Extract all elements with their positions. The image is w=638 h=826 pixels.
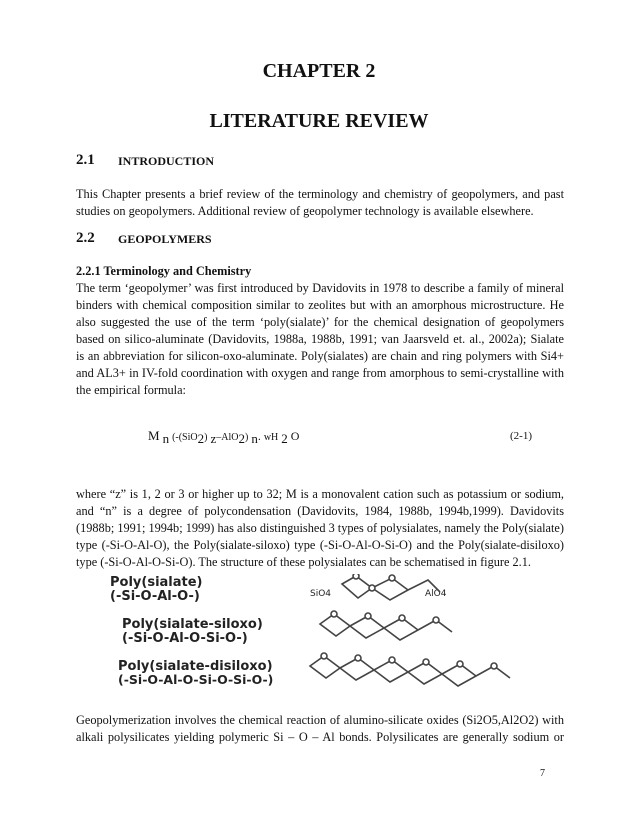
- formula-part: –AlO: [216, 432, 239, 443]
- paragraph-line: Geopolymerization involves the chemical reaction of alumino-silicate oxides (Si2O5,Al2O2) with: [76, 713, 564, 727]
- paragraph-line: studies on geopolymers. Additional review of geopolymer technology is available elsewhere.: [76, 204, 534, 218]
- figure-label-name: Poly(sialate-disiloxo): [118, 659, 273, 674]
- section-title: GEOPOLYMERS: [118, 232, 212, 246]
- section-title: INTRODUCTION: [118, 154, 215, 168]
- tetrahedra-chain-row-3: [310, 656, 510, 686]
- subsection-heading: 2.2.1 Terminology and Chemistry: [76, 264, 252, 278]
- formula-part: O: [290, 429, 300, 443]
- paragraph-line: This Chapter presents a brief review of the terminology and chemistry of geopolymers, and past: [76, 187, 564, 201]
- polysialate-structure-figure: [110, 574, 540, 692]
- figure-label-name: Poly(sialate): [110, 575, 203, 590]
- formula-sub: 2: [197, 431, 205, 446]
- formula-sub: 2: [238, 431, 245, 446]
- paragraph-line: where “z” is 1, 2 or 3 or higher up to 32; M is a monovalent cation such as potassium or sodium,: [76, 487, 564, 501]
- formula-part: wH: [263, 432, 279, 443]
- chapter-title: LITERATURE REVIEW: [209, 110, 429, 132]
- figure-label-formula: (-Si-O-Al-O-Si-O-Si-O-): [118, 672, 274, 687]
- paragraph-line: and “n” is a degree of polycondensation (Davidovits, 1984, 1988b, 1994b,1999). Davidovits: [76, 504, 564, 518]
- formula-m: M: [148, 428, 160, 443]
- paragraph-line: alkali polysilicates yielding polymeric Si – O – Al bonds. Polysilicates are generally sodium or: [76, 730, 564, 744]
- tetrahedra-chain-row-2: [320, 614, 452, 640]
- formula-sub: 2: [281, 431, 288, 446]
- paragraph-line: based on silico-aluminate (Davidovits, 1988a, 1988b, 1991; van Jaarsveld et. al., 2002a); Sialate: [76, 332, 564, 346]
- formula-dot: .: [257, 429, 261, 443]
- paragraph-line: type (-Si-O-Al-O-Si-O). The structure of these polysialates can be schematised in figure 2.1.: [76, 555, 531, 569]
- paragraph-line: and AL3+ in IV-fold coordination with oxygen and range from amorphous to semi-crystalline with: [76, 366, 564, 380]
- intro-paragraph: [76, 186, 564, 220]
- paragraph-line: The term ‘geopolymer’ was first introduced by Davidovits in 1978 to describe a family of mineral: [76, 281, 564, 295]
- section-2-1-heading: [76, 152, 476, 172]
- paragraph-line: type (-Si-O-Al-O), the Poly(sialate-siloxo) type (-Si-O-Al-O-Si-O) and the Poly(sialate-disiloxo): [76, 538, 564, 552]
- sio4-label: SiO4: [310, 589, 332, 599]
- equation-number: (2-1): [510, 430, 532, 442]
- geopolymerization-paragraph: [76, 712, 564, 746]
- page-number: 7: [540, 768, 545, 779]
- section-number: 2.2: [76, 230, 95, 246]
- paragraph-line: binders with chemical composition similar to zeolites but with an amorphous microstructure. He: [76, 298, 564, 312]
- figure-label-name: Poly(sialate-siloxo): [122, 617, 263, 632]
- paragraph-line: the empirical formula:: [76, 383, 186, 397]
- empirical-formula: M $_n$ (-(SiO$_2$) $_z$–AlO$_2$) $_n$. wH $_2$ O: [148, 428, 300, 446]
- formula-sub-n: n: [251, 431, 258, 446]
- paragraph-line: also suggested the use of the term ‘poly(sialate)’ for the chemical designation of geopolymers: [76, 315, 564, 329]
- formula-sub-z: z: [210, 431, 217, 446]
- figure-label-formula: (-Si-O-Al-O-Si-O-): [122, 631, 248, 646]
- paragraph-line: is an abbreviation for silicon-oxo-aluminate. Poly(sialates) are chain and ring polymers with Si4+: [76, 349, 564, 363]
- formula-sub-n: n: [162, 431, 170, 446]
- alo4-label: AlO4: [425, 589, 447, 599]
- figure-label-formula: (-Si-O-Al-O-): [110, 589, 200, 604]
- polysialate-paragraph: [76, 486, 564, 571]
- terminology-paragraph: [76, 280, 564, 399]
- formula-part: (-(SiO: [172, 432, 198, 443]
- paragraph-line: (1988b; 1991; 1994b; 1999) has also distinguished 3 types of polysialates, namely the Poly(sialate): [76, 521, 564, 535]
- section-2-2-heading: [76, 230, 476, 250]
- section-number: 2.1: [76, 152, 95, 168]
- chapter-heading: CHAPTER 2: [262, 60, 376, 82]
